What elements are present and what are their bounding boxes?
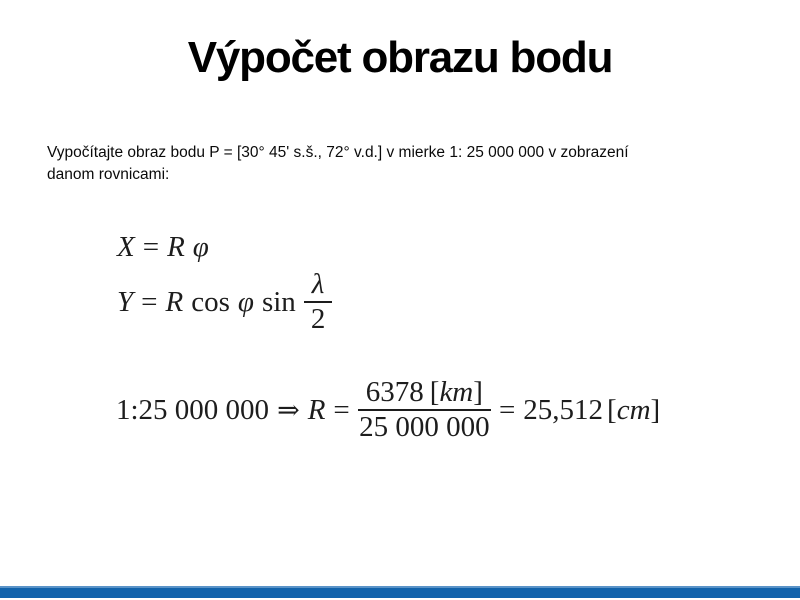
- eq3-num-bracket-close: ]: [473, 375, 483, 408]
- eq2-radius-symbol: R: [165, 285, 184, 318]
- eq3-fraction-numerator: [358, 377, 491, 411]
- equation-y: [117, 267, 332, 335]
- eq2-phi-symbol: φ: [237, 285, 254, 318]
- eq3-num-bracket-open: [: [429, 375, 440, 408]
- eq3-radius-fraction: [358, 377, 491, 444]
- slide-title: Výpočet obrazu bodu: [187, 33, 613, 82]
- eq3-res-bracket-open: [: [607, 393, 617, 426]
- eq1-lhs: X: [117, 231, 135, 263]
- eq2-fraction-numerator-lambda: λ: [304, 269, 333, 303]
- eq2-fraction-denominator: 2: [310, 303, 326, 335]
- eq2-cos-function: cos: [191, 285, 230, 318]
- eq3-result-value: 25,512: [523, 393, 604, 426]
- footer-bar: [0, 586, 800, 598]
- eq3-numerator-unit: [430, 376, 483, 408]
- task-description: [47, 142, 757, 186]
- eq1-phi-symbol: φ: [192, 231, 209, 263]
- eq2-sin-function: sin: [261, 285, 296, 318]
- equation-x: [117, 231, 209, 264]
- eq2-lambda-half-fraction: [304, 269, 333, 336]
- equation-scale-radius: [116, 374, 660, 446]
- task-description-line1: Vypočítajte obraz bodu P = [30° 45' s.š., 72° v.d.] v mierke 1: 25 000 000 v zobrazení: [47, 144, 629, 161]
- eq3-result: [523, 394, 660, 427]
- eq1-equals-sign: =: [142, 231, 160, 263]
- eq3-fraction-denominator: 25 000 000: [359, 411, 490, 443]
- eq3-radius-symbol: R: [307, 393, 326, 426]
- eq3-num-unit-km: km: [439, 375, 474, 408]
- eq3-res-bracket-close: ]: [650, 393, 661, 426]
- eq3-equals-sign-2: =: [498, 393, 516, 426]
- eq3-earth-radius-value: 6378: [365, 375, 424, 408]
- implies-arrow-icon: ⇒: [277, 394, 300, 426]
- eq3-scale-ratio: 1:25 000 000: [116, 393, 270, 426]
- eq3-res-unit-cm: cm: [616, 393, 651, 426]
- eq2-lhs: Y: [117, 285, 134, 318]
- eq3-result-unit: [607, 394, 660, 426]
- task-description-line2: danom rovnicami:: [47, 166, 170, 183]
- eq2-equals-sign: =: [141, 285, 158, 318]
- eq1-radius-symbol: R: [167, 231, 185, 263]
- eq3-equals-sign-1: =: [333, 393, 350, 426]
